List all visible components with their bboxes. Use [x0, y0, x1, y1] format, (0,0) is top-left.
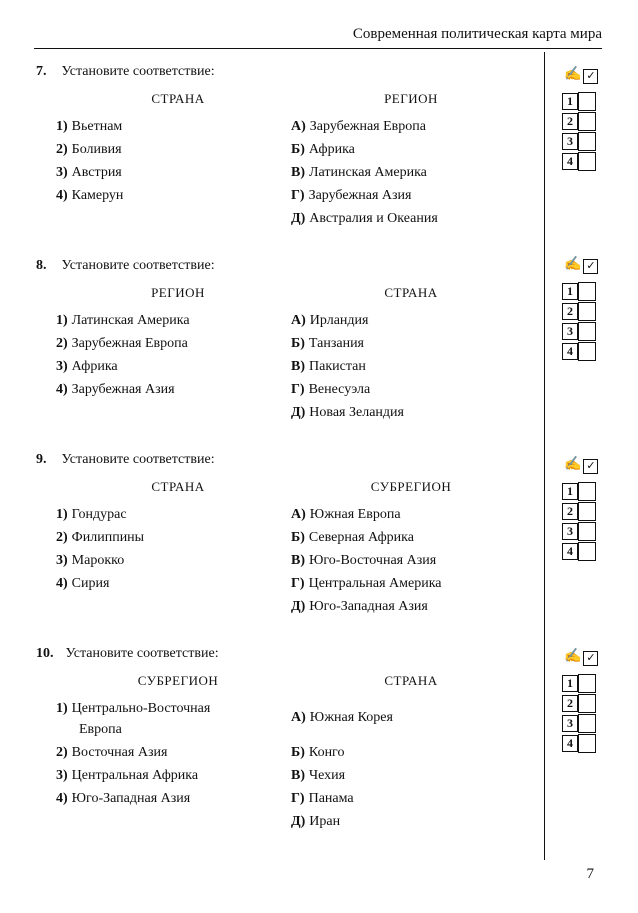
answer-input-box[interactable]	[578, 674, 596, 693]
left-item: 2) Восточная Азия	[56, 745, 168, 760]
header-divider	[34, 48, 602, 49]
answer-icons	[564, 648, 598, 666]
answer-number: 4	[562, 343, 578, 360]
right-item: А) Южная Европа	[291, 507, 401, 522]
right-item: В) Юго-Восточная Азия	[291, 553, 437, 568]
task-prompt	[36, 258, 215, 274]
right-item: Г) Панама	[291, 791, 354, 806]
answer-input-box[interactable]	[578, 112, 596, 131]
task-7	[36, 64, 536, 234]
answer-input-box[interactable]	[578, 542, 596, 561]
checkbox-icon: ✓	[583, 259, 598, 274]
left-item: 4) Камерун	[56, 188, 124, 203]
answer-block-8	[560, 256, 604, 366]
pen-icon: ✍	[564, 649, 582, 664]
right-item: Д) Иран	[291, 814, 341, 829]
pen-icon: ✍	[564, 257, 582, 272]
answer-number: 4	[562, 153, 578, 170]
answer-number: 2	[562, 695, 578, 712]
answer-input-box[interactable]	[578, 694, 596, 713]
answer-icons	[564, 66, 598, 84]
running-header: Современная политическая карта мира	[352, 26, 602, 42]
left-item-continuation: Европа	[79, 722, 122, 737]
answer-number: 1	[562, 675, 578, 692]
answer-block-7	[560, 66, 604, 176]
right-column-header: РЕГИОН	[384, 91, 438, 106]
task-prompt	[36, 452, 215, 468]
answer-number: 1	[562, 283, 578, 300]
right-item: Б) Африка	[291, 142, 355, 157]
left-item: 2) Зарубежная Европа	[56, 336, 188, 351]
left-item: 3) Африка	[56, 359, 118, 374]
task-instruction: Установите соответствие:	[65, 646, 219, 661]
answer-number: 4	[562, 735, 578, 752]
left-item: 1) Гондурас	[56, 507, 127, 522]
answer-input-box[interactable]	[578, 322, 596, 341]
answer-block-10	[560, 648, 604, 758]
left-item: 3) Центральная Африка	[56, 768, 199, 783]
left-item: 3) Марокко	[56, 553, 125, 568]
left-column-header: СТРАНА	[151, 91, 205, 106]
left-column-header: СТРАНА	[151, 479, 205, 494]
left-item: 2) Боливия	[56, 142, 122, 157]
task-9	[36, 452, 536, 622]
right-item: А) Ирландия	[291, 313, 369, 328]
left-column-header: СУБРЕГИОН	[137, 673, 219, 688]
answer-input-box[interactable]	[578, 132, 596, 151]
right-item: А) Зарубежная Европа	[291, 119, 426, 134]
checkbox-icon: ✓	[583, 651, 598, 666]
left-item: 2) Филиппины	[56, 530, 145, 545]
answer-number: 4	[562, 543, 578, 560]
task-prompt	[36, 646, 219, 662]
answer-number: 3	[562, 523, 578, 540]
answer-number: 3	[562, 323, 578, 340]
answer-input-box[interactable]	[578, 282, 596, 301]
answer-input-box[interactable]	[578, 522, 596, 541]
answer-number: 2	[562, 503, 578, 520]
answer-input-box[interactable]	[578, 92, 596, 111]
answer-number: 1	[562, 483, 578, 500]
page-number: 7	[586, 866, 594, 882]
task-instruction: Установите соответствие:	[61, 452, 215, 467]
task-instruction: Установите соответствие:	[61, 64, 215, 79]
right-item: В) Чехия	[291, 768, 346, 783]
pen-icon: ✍	[564, 457, 582, 472]
task-prompt	[36, 64, 215, 80]
left-item: 4) Зарубежная Азия	[56, 382, 175, 397]
answer-input-box[interactable]	[578, 302, 596, 321]
answer-number: 1	[562, 93, 578, 110]
answer-input-box[interactable]	[578, 734, 596, 753]
left-item: 4) Сирия	[56, 576, 110, 591]
right-item: Б) Конго	[291, 745, 345, 760]
right-item: В) Латинская Америка	[291, 165, 427, 180]
right-item: В) Пакистан	[291, 359, 366, 374]
answer-number: 2	[562, 303, 578, 320]
left-column-header: РЕГИОН	[151, 285, 205, 300]
right-item: Д) Юго-Западная Азия	[291, 599, 428, 614]
answer-input-box[interactable]	[578, 342, 596, 361]
answer-input-box[interactable]	[578, 502, 596, 521]
left-item: 1) Вьетнам	[56, 119, 123, 134]
task-number: 10.	[36, 646, 54, 661]
answer-column-divider	[544, 52, 545, 860]
left-item: 1) Латинская Америка	[56, 313, 190, 328]
checkbox-icon: ✓	[583, 459, 598, 474]
task-number: 7.	[36, 64, 47, 79]
right-item: Г) Зарубежная Азия	[291, 188, 412, 203]
task-10	[36, 646, 536, 836]
right-column-header: СТРАНА	[384, 285, 438, 300]
left-item: 1) Центрально-Восточная	[56, 701, 211, 716]
task-number: 8.	[36, 258, 47, 273]
left-item: 3) Австрия	[56, 165, 122, 180]
answer-number: 2	[562, 113, 578, 130]
answer-icons	[564, 456, 598, 474]
answer-input-box[interactable]	[578, 482, 596, 501]
checkbox-icon: ✓	[583, 69, 598, 84]
left-item: 4) Юго-Западная Азия	[56, 791, 191, 806]
task-instruction: Установите соответствие:	[61, 258, 215, 273]
right-item: Г) Венесуэла	[291, 382, 371, 397]
right-item: Г) Центральная Америка	[291, 576, 442, 591]
right-item: Д) Новая Зеландия	[291, 405, 404, 420]
right-column-header: СУБРЕГИОН	[370, 479, 452, 494]
answer-input-box[interactable]	[578, 714, 596, 733]
answer-block-9	[560, 456, 604, 566]
right-item: А) Южная Корея	[291, 710, 393, 725]
task-8	[36, 258, 536, 428]
right-column-header: СТРАНА	[384, 673, 438, 688]
right-item: Б) Танзания	[291, 336, 364, 351]
answer-number: 3	[562, 133, 578, 150]
right-item: Д) Австралия и Океания	[291, 211, 438, 226]
answer-icons	[564, 256, 598, 274]
right-item: Б) Северная Африка	[291, 530, 414, 545]
task-number: 9.	[36, 452, 47, 467]
answer-input-box[interactable]	[578, 152, 596, 171]
answer-number: 3	[562, 715, 578, 732]
pen-icon: ✍	[564, 67, 582, 82]
